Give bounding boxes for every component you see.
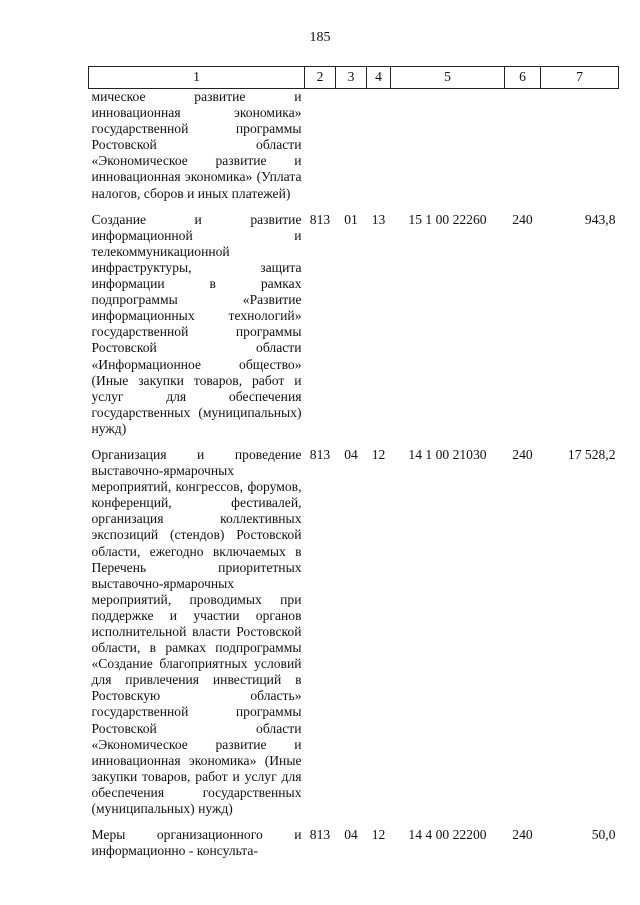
row-ministry-code: 813 — [309, 211, 331, 227]
row-expense-type: 240 — [512, 827, 533, 843]
row-ministry-code: 813 — [309, 446, 331, 462]
row-amount: 17 528,2 — [567, 446, 616, 462]
budget-table — [88, 66, 619, 859]
row-section-code: 01 — [344, 211, 358, 227]
row-description: Меры организационного и информационно - консульта- — [91, 827, 302, 859]
table-header-row — [89, 67, 619, 89]
row-amount: 50,0 — [591, 827, 616, 843]
page-number: 185 — [309, 30, 331, 45]
row-subsection-code: 13 — [371, 211, 386, 227]
row-target-article: 14 1 00 21030 — [408, 446, 487, 462]
row-section-code: 04 — [344, 827, 358, 843]
row-expense-type — [505, 89, 541, 202]
row-subsection-code — [367, 89, 391, 202]
row-description: мическое развитие и инновационная экономика» государственной программы Ростовской области «Экономическое развитие и инновационная экономика» (Уплата налогов, сборов и иных платежей) — [91, 89, 302, 201]
row-description: Организация и проведение выставочно-ярмарочных мероприятий, конгрессов, форумов, конференций, фестивалей, организация коллективных экспозиций (стендов) Ростовской области, ежегодно включаемых в Перечень приоритетных выставочно-ярмарочных мероприятий, проводимых при поддержке и участии органов исполнительной власти Ростовской области, в рамках подпрограммы «Создание благоприятных условий для привлечения инвестиций в Ростовскую область» государственной программы Ростовской области «Экономическое развитие и инновационная экономика» (Иные закупки товаров, работ и услуг для обеспечения государственных (муниципальных) нужд) — [91, 446, 302, 817]
column-header-1: 1 — [89, 67, 305, 89]
row-description: Создание и развитие информационной и телекоммуникационной инфраструктуры, защита информации в рамках подпрограммы «Развитие информационных технологий» государственной программы Ростовской области «Информационное общество» (Иные закупки товаров, работ и услуг для обеспечения государственных (муниципальных) нужд) — [91, 211, 302, 436]
row-expense-type: 240 — [512, 446, 533, 462]
table-row — [89, 827, 619, 859]
row-subsection-code: 12 — [371, 446, 386, 462]
column-header-5: 5 — [391, 67, 505, 89]
row-section-code — [336, 89, 367, 202]
column-header-3: 3 — [336, 67, 367, 89]
row-expense-type: 240 — [512, 211, 533, 227]
row-target-article: 14 4 00 22200 — [408, 827, 487, 843]
table-row — [89, 89, 619, 202]
row-target-article: 15 1 00 22260 — [408, 211, 487, 227]
row-target-article — [391, 89, 505, 202]
row-ministry-code: 813 — [309, 827, 331, 843]
row-subsection-code: 12 — [371, 827, 386, 843]
row-section-code: 04 — [344, 446, 358, 462]
row-ministry-code — [305, 89, 336, 202]
table-row — [89, 447, 619, 817]
column-header-6: 6 — [505, 67, 541, 89]
row-amount — [541, 89, 619, 202]
row-amount: 943,8 — [584, 211, 616, 227]
table-row — [89, 212, 619, 437]
column-header-2: 2 — [305, 67, 336, 89]
column-header-7: 7 — [541, 67, 619, 89]
column-header-4: 4 — [367, 67, 391, 89]
